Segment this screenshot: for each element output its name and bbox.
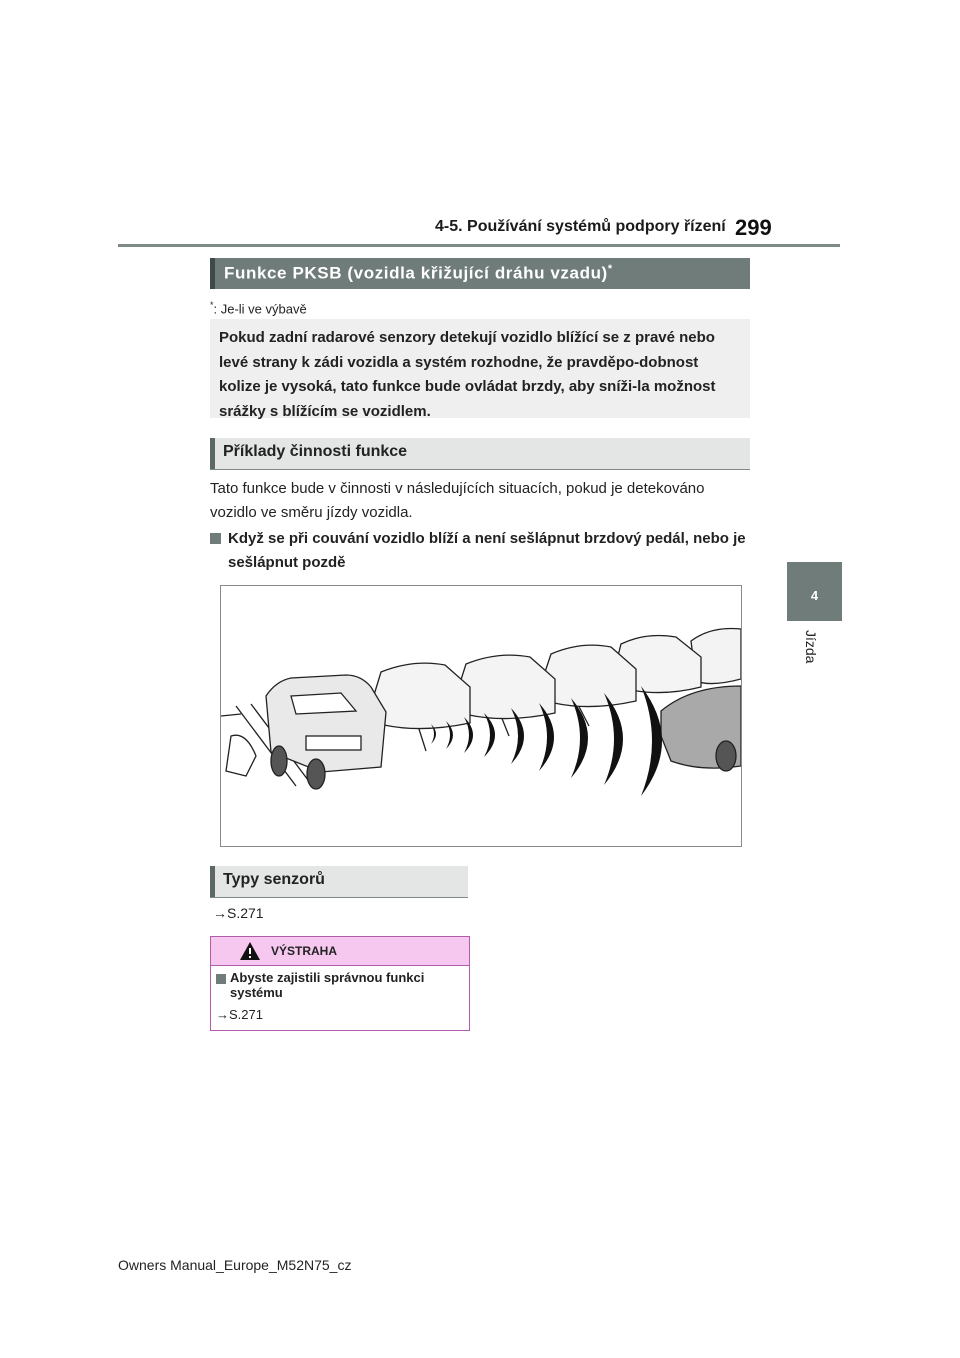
sensors-title: Typy senzorů <box>223 871 325 888</box>
warning-page-reference[interactable]: →S.271 <box>216 1007 263 1022</box>
page-number: 299 <box>735 215 772 240</box>
examples-heading <box>210 438 750 470</box>
pksb-title: Funkce PKSB (vozidla křižující dráhu vzadu) <box>224 263 608 283</box>
pksb-title-mark: * <box>607 263 613 275</box>
examples-body: Tato funkce bude v činnosti v následujících situacích, pokud je detekováno vozidlo ve směru jízdy vozidla. <box>210 480 705 521</box>
warning-triangle-icon <box>239 941 261 961</box>
sensors-page-reference[interactable]: →S.271 <box>213 905 264 921</box>
examples-bullet-text: Když se při couvání vozidlo blíží a není sešlápnut brzdový pedál, nebo je sešlápnut pozdě <box>228 530 746 571</box>
warning-header <box>211 937 469 966</box>
chapter-label: Jízda <box>803 630 819 664</box>
footer-manual-id: Owners Manual_Europe_M52N75_cz <box>118 1257 352 1273</box>
header-rule <box>118 244 840 247</box>
heading-accent-bar <box>210 866 215 897</box>
warning-title: VÝSTRAHA <box>271 944 338 958</box>
intro-box <box>210 319 750 418</box>
heading-accent-bar <box>210 258 215 289</box>
chapter-number: 4 <box>810 588 819 603</box>
section-title: 4-5. Používání systémů podpory řízení <box>435 218 726 235</box>
rear-cross-traffic-illustration <box>220 585 742 847</box>
chapter-tab <box>787 562 842 621</box>
pksb-heading <box>210 258 750 289</box>
warning-bullet-text: Abyste zajistili správnou funkci systému <box>230 970 425 1000</box>
footnote-mark: * <box>210 300 214 310</box>
warning-box <box>210 936 470 1031</box>
heading-accent-bar <box>210 438 215 469</box>
footnote-text: : Je-li ve výbavě <box>213 301 307 317</box>
intro-text: Pokud zadní radarové senzory detekují vozidlo blížící se z pravé nebo levé strany k zádi vozidla a systém rozhodne, že pravděpo-dobnost kolize je vysoká, tato funkce bude ovládat brzdy, aby sníži-la možnost srážky s blížícím se vozidlem. <box>219 329 716 420</box>
parking-scene-svg <box>221 586 741 846</box>
sensors-heading <box>210 866 468 898</box>
footnote <box>210 300 307 316</box>
bullet-square-icon <box>210 533 221 544</box>
examples-title: Příklady činnosti funkce <box>223 443 408 460</box>
bullet-square-icon <box>216 974 226 984</box>
